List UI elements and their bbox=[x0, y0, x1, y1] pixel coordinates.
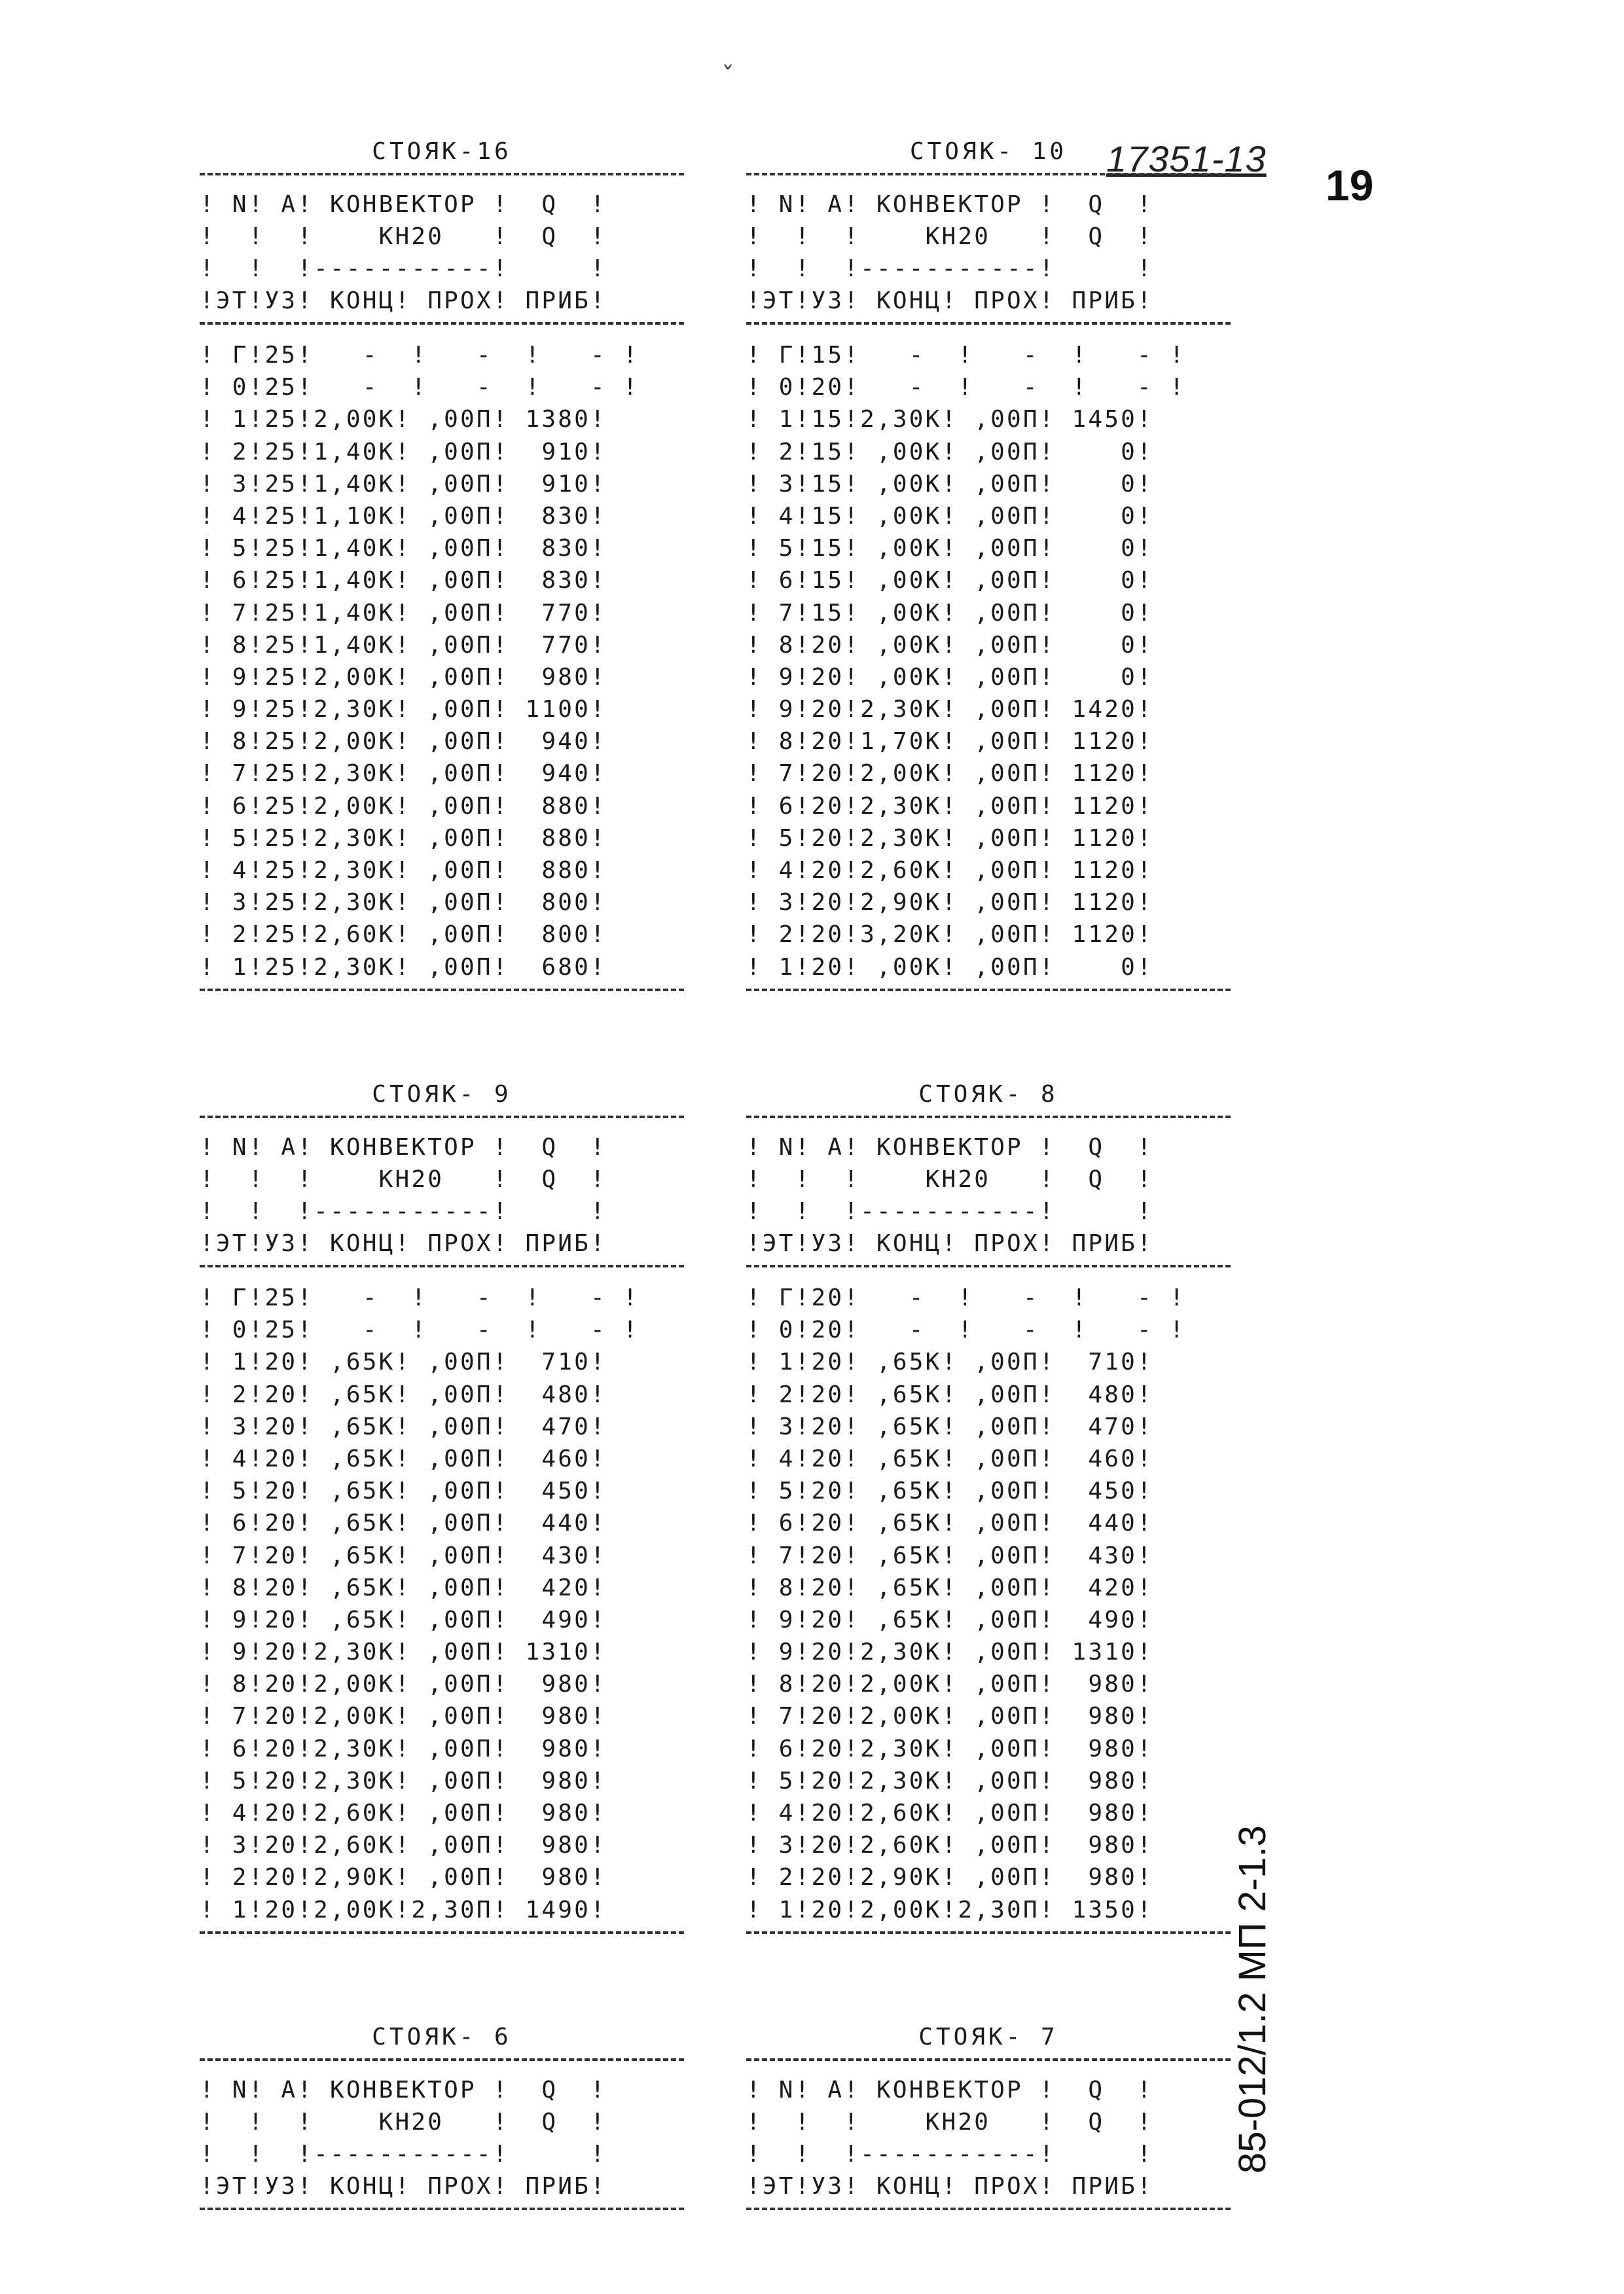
header-line: ! N! A! КОНВЕКТОР ! Q ! bbox=[746, 191, 1153, 218]
table-row: ! 1!20! ,00К! ,00П! 0! bbox=[746, 953, 1153, 981]
divider bbox=[746, 322, 1231, 338]
riser-title: СТОЯК- 8 bbox=[918, 1081, 1058, 1108]
riser-table bbox=[200, 2016, 684, 2223]
divider bbox=[746, 1116, 1231, 1131]
table-row: ! 2!15! ,00К! ,00П! 0! bbox=[746, 438, 1153, 465]
riser-title: СТОЯК- 10 bbox=[909, 138, 1068, 165]
table-rows bbox=[746, 1282, 1231, 1926]
table-row: ! Г!15! - ! - ! - ! bbox=[746, 342, 1186, 369]
header-line: ! ! ! КН20 ! Q ! bbox=[200, 223, 607, 250]
header-line: !ЭТ!УЗ! КОНЦ! ПРОХ! ПРИБ! bbox=[200, 1230, 607, 1257]
table-row: ! 7!20!2,00К! ,00П! 1120! bbox=[746, 760, 1153, 788]
table-row: ! 3!20!2,60К! ,00П! 980! bbox=[200, 1832, 607, 1859]
table-row: ! 9!20! ,65К! ,00П! 490! bbox=[746, 1606, 1153, 1633]
table-row: ! 1!20! ,65К! ,00П! 710! bbox=[200, 1349, 607, 1376]
table-row: ! 8!20! ,00К! ,00П! 0! bbox=[746, 631, 1153, 659]
header-line: ! ! ! КН20 ! Q ! bbox=[746, 223, 1153, 250]
table-row: ! 6!20!2,30К! ,00П! 980! bbox=[200, 1735, 607, 1762]
riser-table bbox=[746, 1074, 1231, 1947]
table-row: ! 6!20! ,65К! ,00П! 440! bbox=[746, 1510, 1153, 1537]
table-row: ! 2!20! ,65К! ,00П! 480! bbox=[746, 1381, 1153, 1408]
table-rows bbox=[746, 339, 1231, 983]
table-row: ! 4!25!2,30К! ,00П! 880! bbox=[200, 857, 607, 884]
table-row: ! 8!20! ,65К! ,00П! 420! bbox=[746, 1574, 1153, 1601]
divider bbox=[200, 2208, 684, 2223]
table-row: ! 8!20! ,65К! ,00П! 420! bbox=[200, 1574, 607, 1601]
header-line: !ЭТ!УЗ! КОНЦ! ПРОХ! ПРИБ! bbox=[200, 2173, 607, 2200]
table-row: ! 3!20!2,60К! ,00П! 980! bbox=[746, 1832, 1153, 1859]
table-row: ! 9!20!2,30К! ,00П! 1310! bbox=[200, 1639, 607, 1666]
table-row: ! 6!15! ,00К! ,00П! 0! bbox=[746, 567, 1153, 594]
table-row: ! 8!20!2,00К! ,00П! 980! bbox=[746, 1671, 1153, 1698]
table-row: ! 9!20!2,30К! ,00П! 1420! bbox=[746, 696, 1153, 723]
header-line: ! ! !-----------! ! bbox=[200, 255, 607, 282]
riser-table bbox=[200, 131, 684, 1004]
header-line: ! ! ! КН20 ! Q ! bbox=[200, 1166, 607, 1193]
table-row: ! 6!20!2,30К! ,00П! 1120! bbox=[746, 792, 1153, 820]
table-row: ! 2!20!2,90К! ,00П! 980! bbox=[746, 1864, 1153, 1891]
riser-title: СТОЯК- 9 bbox=[372, 1081, 512, 1108]
table-row: ! 5!20!2,30К! ,00П! 980! bbox=[746, 1767, 1153, 1794]
table-row: ! 7!20!2,00К! ,00П! 980! bbox=[200, 1703, 607, 1730]
table-row: ! 5!15! ,00К! ,00П! 0! bbox=[746, 535, 1153, 562]
table-row: ! 4!25!1,10К! ,00П! 830! bbox=[200, 502, 607, 530]
table-row: ! 7!20! ,65К! ,00П! 430! bbox=[200, 1542, 607, 1569]
table-row: ! 0!20! - ! - ! - ! bbox=[746, 1317, 1186, 1344]
table-row: ! 3!25!1,40К! ,00П! 910! bbox=[200, 470, 607, 498]
riser-title: СТОЯК- 7 bbox=[918, 2024, 1058, 2050]
divider bbox=[200, 2058, 684, 2074]
table-row: ! 4!20!2,60К! ,00П! 1120! bbox=[746, 857, 1153, 884]
stamp-mark: ˇ bbox=[720, 62, 736, 92]
divider bbox=[200, 989, 684, 1004]
header-line: ! N! A! КОНВЕКТОР ! Q ! bbox=[200, 1134, 607, 1161]
table-row: ! 2!20! ,65К! ,00П! 480! bbox=[200, 1381, 607, 1408]
riser-title: СТОЯК-16 bbox=[372, 138, 512, 165]
table-row: ! 4!20!2,60К! ,00П! 980! bbox=[746, 1800, 1153, 1827]
riser-table bbox=[746, 131, 1231, 1004]
table-row: ! 6!20! ,65К! ,00П! 440! bbox=[200, 1510, 607, 1537]
header-line: ! ! ! КН20 ! Q ! bbox=[200, 2109, 607, 2136]
header-line: ! ! !-----------! ! bbox=[746, 2141, 1153, 2168]
header-line: ! ! !-----------! ! bbox=[746, 255, 1153, 282]
riser-table bbox=[746, 2016, 1231, 2223]
divider bbox=[200, 322, 684, 338]
table-row: ! 9!25!2,30К! ,00П! 1100! bbox=[200, 696, 607, 723]
table-row: ! 2!20!2,90К! ,00П! 980! bbox=[200, 1864, 607, 1891]
table-row: ! Г!25! - ! - ! - ! bbox=[200, 1284, 640, 1311]
divider bbox=[746, 2208, 1231, 2223]
header-line: ! N! A! КОНВЕКТОР ! Q ! bbox=[200, 2077, 607, 2103]
table-row: ! 1!25!2,30К! ,00П! 680! bbox=[200, 953, 607, 981]
header-line: ! N! A! КОНВЕКТОР ! Q ! bbox=[746, 1134, 1153, 1161]
table-row: ! 8!20!2,00К! ,00П! 980! bbox=[200, 1671, 607, 1698]
divider bbox=[200, 1265, 684, 1281]
table-row: ! 9!20! ,00К! ,00П! 0! bbox=[746, 663, 1153, 691]
table-row: ! 6!25!2,00К! ,00П! 880! bbox=[200, 792, 607, 820]
table-row: ! 7!20! ,65К! ,00П! 430! bbox=[746, 1542, 1153, 1569]
table-row: ! 0!25! - ! - ! - ! bbox=[200, 374, 640, 401]
divider bbox=[200, 173, 684, 189]
table-row: ! 5!20! ,65К! ,00П! 450! bbox=[746, 1478, 1153, 1505]
table-row: ! 3!20!2,90К! ,00П! 1120! bbox=[746, 889, 1153, 917]
table-row: ! 5!20! ,65К! ,00П! 450! bbox=[200, 1478, 607, 1505]
table-row: ! Г!25! - ! - ! - ! bbox=[200, 342, 640, 369]
table-row: ! 9!25!2,00К! ,00П! 980! bbox=[200, 663, 607, 691]
header-line: ! ! ! КН20 ! Q ! bbox=[746, 1166, 1153, 1193]
divider bbox=[746, 173, 1231, 189]
header-line: ! ! ! КН20 ! Q ! bbox=[746, 2109, 1153, 2136]
riser-table bbox=[200, 1074, 684, 1947]
side-designation: 85-012/1.2 МП 2-1.3 bbox=[1231, 1825, 1274, 2174]
table-row: ! 1!20!2,00К!2,30П! 1490! bbox=[200, 1896, 607, 1923]
table-row: ! 9!20!2,30К! ,00П! 1310! bbox=[746, 1639, 1153, 1666]
table-row: ! 4!20! ,65К! ,00П! 460! bbox=[746, 1445, 1153, 1472]
table-row: ! 7!25!1,40К! ,00П! 770! bbox=[200, 599, 607, 627]
table-row: ! 0!25! - ! - ! - ! bbox=[200, 1317, 640, 1344]
table-row: ! Г!20! - ! - ! - ! bbox=[746, 1284, 1186, 1311]
table-row: ! 0!20! - ! - ! - ! bbox=[746, 374, 1186, 401]
page-number: 19 bbox=[1326, 161, 1374, 209]
table-row: ! 9!20! ,65К! ,00П! 490! bbox=[200, 1606, 607, 1633]
header-line: !ЭТ!УЗ! КОНЦ! ПРОХ! ПРИБ! bbox=[746, 287, 1153, 314]
header-line: ! ! !-----------! ! bbox=[200, 1198, 607, 1225]
divider bbox=[746, 2058, 1231, 2074]
table-row: ! 2!25!1,40К! ,00П! 910! bbox=[200, 438, 607, 465]
divider bbox=[746, 1931, 1231, 1947]
table-row: ! 2!25!2,60К! ,00П! 800! bbox=[200, 921, 607, 949]
table-rows bbox=[200, 1282, 684, 1926]
table-row: ! 2!20!3,20К! ,00П! 1120! bbox=[746, 921, 1153, 949]
table-row: ! 4!20! ,65К! ,00П! 460! bbox=[200, 1445, 607, 1472]
table-row: ! 5!25!2,30К! ,00П! 880! bbox=[200, 824, 607, 852]
sheet-code: 17351-13 bbox=[1106, 138, 1267, 179]
table-row: ! 8!20!1,70К! ,00П! 1120! bbox=[746, 728, 1153, 756]
table-row: ! 3!25!2,30К! ,00П! 800! bbox=[200, 889, 607, 917]
header-line: ! N! A! КОНВЕКТОР ! Q ! bbox=[746, 2077, 1153, 2103]
table-row: ! 6!20!2,30К! ,00П! 980! bbox=[746, 1735, 1153, 1762]
table-rows bbox=[200, 339, 684, 983]
header-line: !ЭТ!УЗ! КОНЦ! ПРОХ! ПРИБ! bbox=[746, 1230, 1153, 1257]
header-line: !ЭТ!УЗ! КОНЦ! ПРОХ! ПРИБ! bbox=[746, 2173, 1153, 2200]
table-row: ! 5!25!1,40К! ,00П! 830! bbox=[200, 535, 607, 562]
table-row: ! 4!20!2,60К! ,00П! 980! bbox=[200, 1800, 607, 1827]
header-line: !ЭТ!УЗ! КОНЦ! ПРОХ! ПРИБ! bbox=[200, 287, 607, 314]
divider bbox=[746, 989, 1231, 1004]
riser-title: СТОЯК- 6 bbox=[372, 2024, 512, 2050]
table-row: ! 5!20!2,30К! ,00П! 980! bbox=[200, 1767, 607, 1794]
table-row: ! 8!25!2,00К! ,00П! 940! bbox=[200, 728, 607, 756]
table-row: ! 1!20! ,65К! ,00П! 710! bbox=[746, 1349, 1153, 1376]
table-row: ! 3!15! ,00К! ,00П! 0! bbox=[746, 470, 1153, 498]
table-row: ! 4!15! ,00К! ,00П! 0! bbox=[746, 502, 1153, 530]
table-row: ! 8!25!1,40К! ,00П! 770! bbox=[200, 631, 607, 659]
table-row: ! 6!25!1,40К! ,00П! 830! bbox=[200, 567, 607, 594]
header-line: ! N! A! КОНВЕКТОР ! Q ! bbox=[200, 191, 607, 218]
divider bbox=[200, 1931, 684, 1947]
table-row: ! 7!15! ,00К! ,00П! 0! bbox=[746, 599, 1153, 627]
divider bbox=[200, 1116, 684, 1131]
header-line: ! ! !-----------! ! bbox=[200, 2141, 607, 2168]
table-row: ! 1!15!2,30К! ,00П! 1450! bbox=[746, 406, 1153, 433]
table-row: ! 1!20!2,00К!2,30П! 1350! bbox=[746, 1896, 1153, 1923]
table-row: ! 1!25!2,00К! ,00П! 1380! bbox=[200, 406, 607, 433]
table-row: ! 3!20! ,65К! ,00П! 470! bbox=[200, 1413, 607, 1440]
table-row: ! 7!20!2,00К! ,00П! 980! bbox=[746, 1703, 1153, 1730]
table-row: ! 3!20! ,65К! ,00П! 470! bbox=[746, 1413, 1153, 1440]
table-row: ! 5!20!2,30К! ,00П! 1120! bbox=[746, 824, 1153, 852]
table-row: ! 7!25!2,30К! ,00П! 940! bbox=[200, 760, 607, 788]
header-line: ! ! !-----------! ! bbox=[746, 1198, 1153, 1225]
divider bbox=[746, 1265, 1231, 1281]
